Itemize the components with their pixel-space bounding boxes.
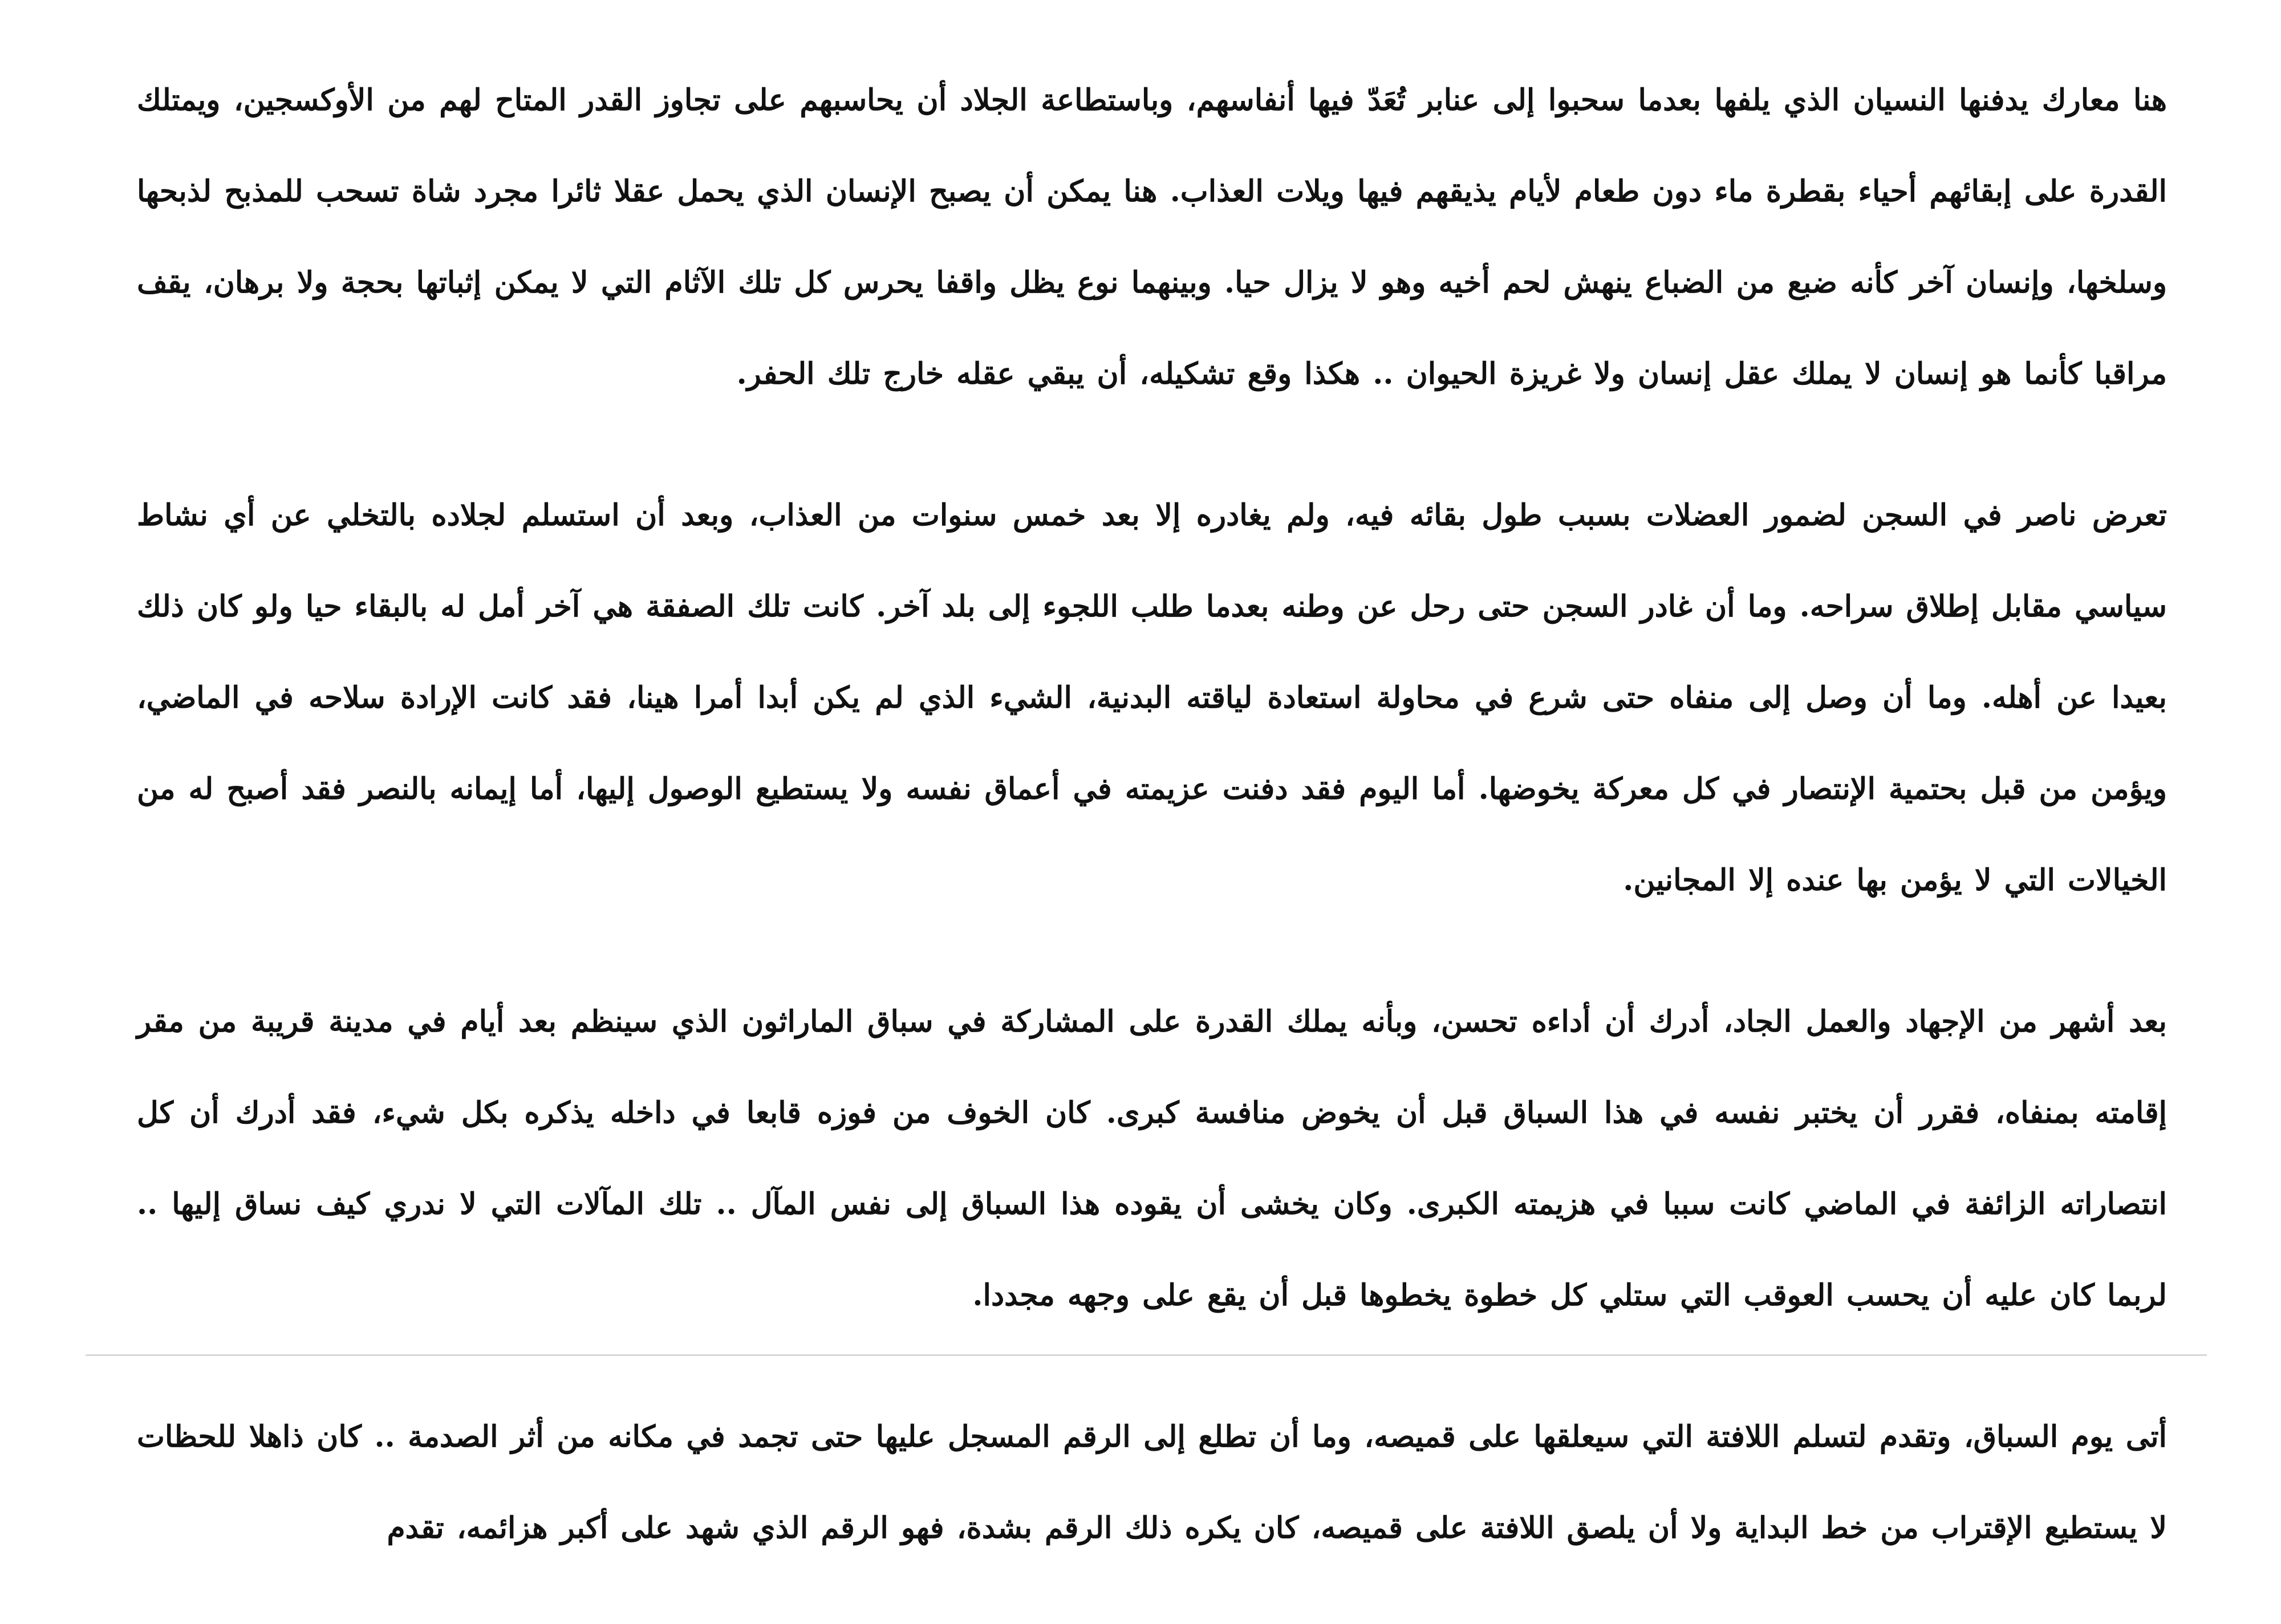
paragraph-1: هنا معارك يدفنها النسيان الذي يلفها بعدما سحبوا إلى عنابر تُعَدّ فيها أنفاسهم، وباستطاعة الجلاد أن يحاسبهم على تجاوز القدر المتاح لهم من الأوكسجين، ويمتلك القدرة على إبقائهم أحياء بقطرة ماء دون طعام لأيام يذيقهم فيها ويلات العذاب. هنا يمكن أن يصبح الإنسان الذي يحمل عقلا ثائرا مجرد شاة تسحب للمذبح لذبحها وسلخها، وإنسان آخر كأنه ضبع من الضباع ينهش لحم أخيه وهو لا يزال حيا. وبينهما نوع يظل واقفا يحرس كل تلك الآثام التي لا يمكن إثباتها بحجة ولا برهان، يقف مراقبا كأنما هو إنسان لا يملك عقل إنسان ولا غريزة الحيوان .. هكذا وقع تشكيله، أن يبقي عقله خارج تلك الحفر.: [137, 83, 2167, 391]
paragraph-3: بعد أشهر من الإجهاد والعمل الجاد، أدرك أن أداءه تحسن، وبأنه يملك القدرة على المشاركة في سباق الماراثون الذي سينظم بعد أيام في مدينة قريبة من مقر إقامته بمنفاه، فقرر أن يختبر نفسه في هذا السباق قبل أن يخوض منافسة كبرى. كان الخوف من فوزه قابعا في داخله يذكره بكل شيء، فقد أدرك أن كل انتصاراته الزائفة في الماضي كانت سببا في هزيمته الكبرى. وكان يخشى أن يقوده هذا السباق إلى نفس المآل .. تلك المآلات التي لا ندري كيف نساق إليها .. لربما كان عليه أن يحسب العوقب التي ستلي كل خطوة يخطوها قبل أن يقع على وجهه مجددا.: [137, 1004, 2167, 1313]
article-body: [137, 55, 2167, 1624]
paragraph-4: أتى يوم السباق، وتقدم لتسلم اللافتة التي سيعلقها على قميصه، وما أن تطلع إلى الرقم المسجل عليها حتى تجمد في مكانه من أثر الصدمة .. كان ذاهلا للحظات لا يستطيع الإقتراب من خط البداية ولا أن يلصق اللافتة على قميصه، كان يكره ذلك الرقم بشدة، فهو الرقم الذي شهد على أكبر هزائمه، تقدم: [137, 1419, 2167, 1545]
page-bottom-divider: [86, 1354, 2207, 1356]
paragraph-2: تعرض ناصر في السجن لضمور العضلات بسبب طول بقائه فيه، ولم يغادره إلا بعد خمس سنوات من العذاب، وبعد أن استسلم لجلاده بالتخلي عن أي نشاط سياسي مقابل إطلاق سراحه. وما أن غادر السجن حتى رحل عن وطنه بعدما طلب اللجوء إلى بلد آخر. كانت تلك الصفقة هي آخر أمل له بالبقاء حيا ولو كان ذلك بعيدا عن أهله. وما أن وصل إلى منفاه حتى شرع في محاولة استعادة لياقته البدنية، الشيء الذي لم يكن أبدا أمرا هينا، فقد كانت الإرادة سلاحه في الماضي، ويؤمن من قبل بحتمية الإنتصار في كل معركة يخوضها. أما اليوم فقد دفنت عزيمته في أعماق نفسه ولا يستطيع الوصول إليها، أما إيمانه بالنصر فقد أصبح له من الخيالات التي لا يؤمن بها عنده إلا المجانين.: [137, 498, 2167, 898]
